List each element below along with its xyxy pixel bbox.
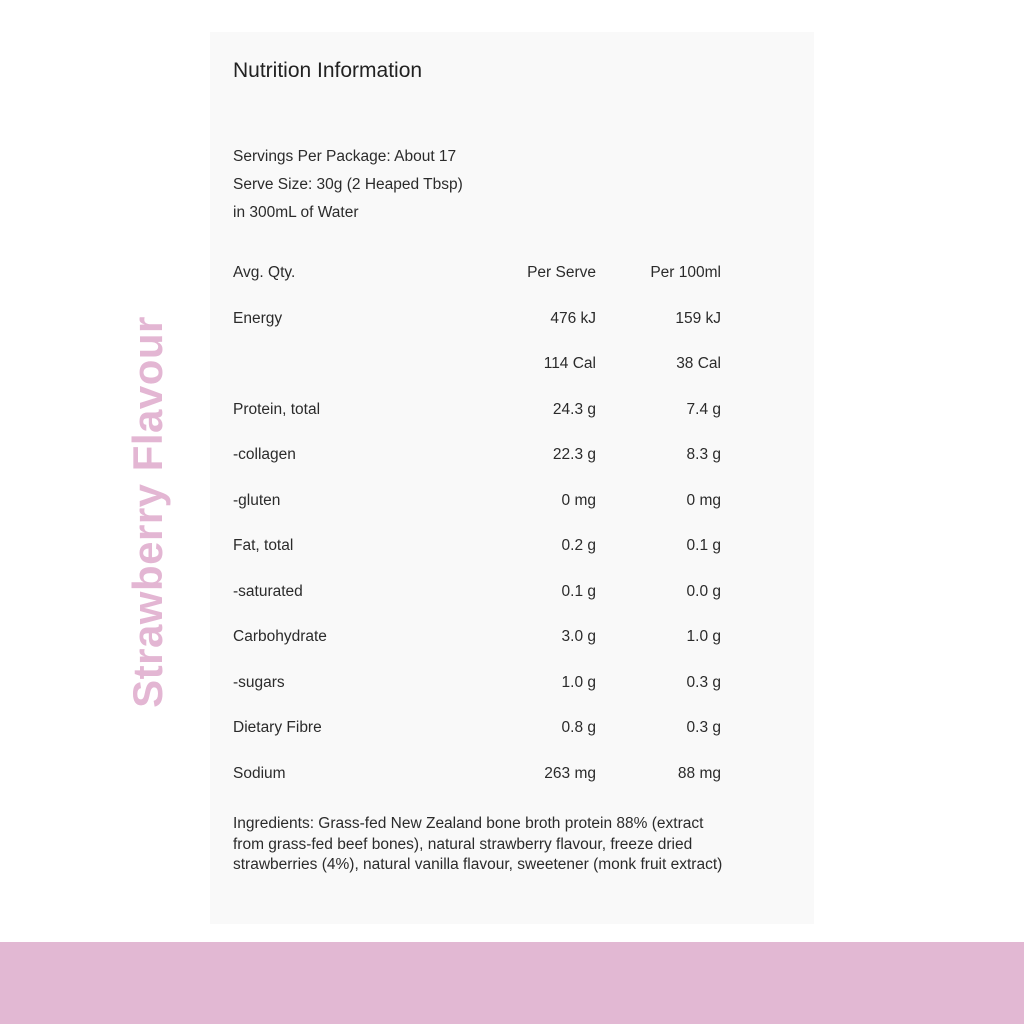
nutrient-name: -gluten [233,492,281,509]
preparation-note: in 300mL of Water [233,204,359,221]
per-100ml-value: 88 mg [677,765,721,782]
per-serve-value: 24.3 g [552,401,596,418]
per-serve-value: 22.3 g [552,446,596,463]
header-avg-qty: Avg. Qty. [233,264,296,281]
nutrient-name: Carbohydrate [233,628,327,645]
per-serve-value: 0 mg [561,492,596,509]
nutrition-panel [210,32,814,924]
per-100ml-value: 7.4 g [686,401,721,418]
nutrient-name: Energy [233,310,283,327]
per-100ml-value: 0.3 g [686,674,721,691]
panel-title: Nutrition Information [233,59,423,82]
per-serve-value: 114 Cal [543,355,596,372]
per-100ml-value: 159 kJ [675,310,721,327]
nutrition-table-header [233,262,721,284]
per-serve-value: 0.1 g [561,583,596,600]
serve-size: Serve Size: 30g (2 Heaped Tbsp) [233,176,463,193]
nutrient-name: Fat, total [233,537,294,554]
table-row [233,535,721,557]
table-row [233,672,721,694]
header-per-100ml: Per 100ml [650,264,721,281]
table-row [233,717,721,739]
footer-band [0,942,1024,1024]
nutrient-name: -collagen [233,446,296,463]
per-100ml-value: 8.3 g [686,446,721,463]
nutrient-name: -saturated [233,583,303,600]
per-serve-value: 0.2 g [561,537,596,554]
table-row [233,581,721,603]
table-row [233,763,721,785]
header-per-serve: Per Serve [527,264,596,281]
per-serve-value: 263 mg [544,765,596,782]
flavour-label: Strawberry Flavour [124,316,171,708]
per-serve-value: 0.8 g [561,719,596,736]
per-serve-value: 476 kJ [550,310,596,327]
per-100ml-value: 0 mg [686,492,721,509]
per-serve-value: 1.0 g [561,674,596,691]
per-100ml-value: 0.1 g [686,537,721,554]
per-100ml-value: 38 Cal [676,355,721,372]
serving-info [233,143,463,227]
ingredients-text: Ingredients: Grass-fed New Zealand bone broth protein 88% (extract from grass-fed beef bones), natural strawberry flavour, freeze dried strawberries (4%), natural vanilla flavour, sweetener (monk fruit extract) [233,815,723,873]
servings-per-package: Servings Per Package: About 17 [233,148,457,165]
nutrient-name: Sodium [233,765,286,782]
table-row [233,353,721,375]
nutrient-name: Protein, total [233,401,321,418]
per-serve-value: 3.0 g [561,628,596,645]
table-row [233,399,721,421]
table-row [233,444,721,466]
table-row [233,490,721,512]
nutrient-name: -sugars [233,674,285,691]
per-100ml-value: 0.0 g [686,583,721,600]
table-row [233,308,721,330]
table-row [233,626,721,648]
per-100ml-value: 0.3 g [686,719,721,736]
per-100ml-value: 1.0 g [686,628,721,645]
nutrient-name: Dietary Fibre [233,719,322,736]
